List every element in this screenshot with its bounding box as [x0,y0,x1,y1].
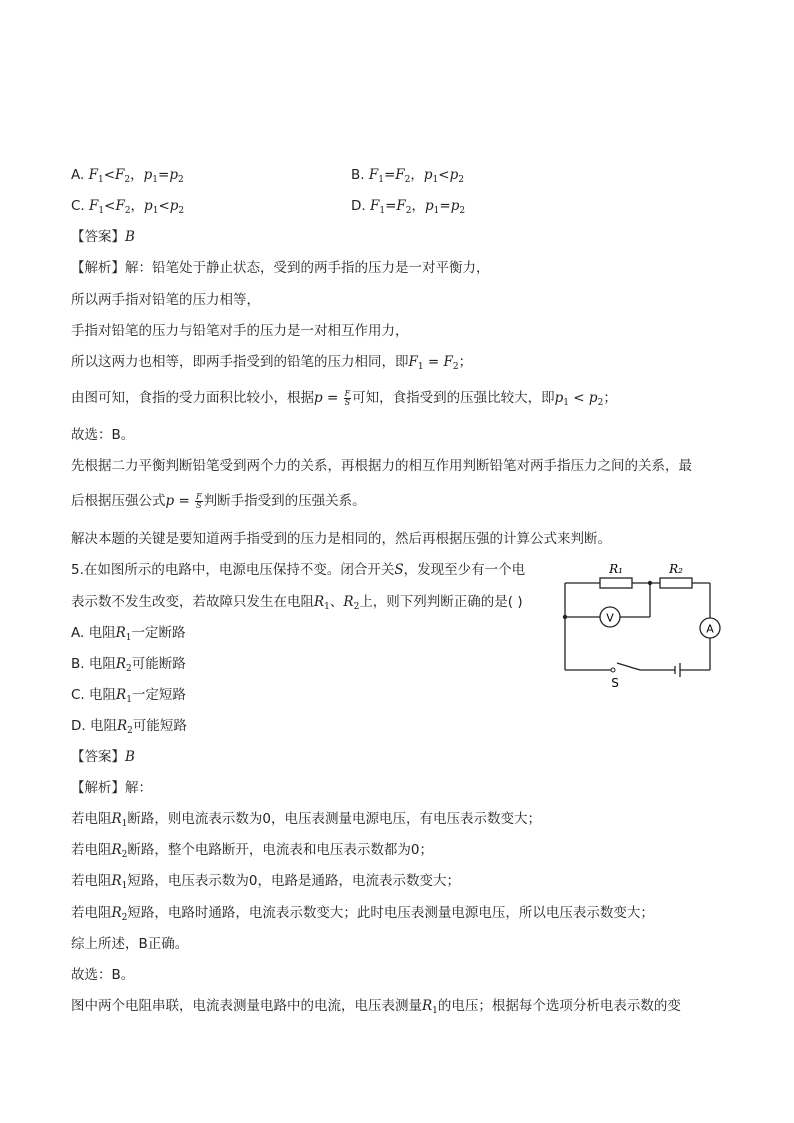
analysis-q5-tail: 图中两个电阻串联，电流表测量电路中的电流，电压表测量$R_1$的电压；根据每个选项分析电表示数的变 [71,998,681,1016]
formula-fraction: $\frac{F}{S}$ [344,388,351,407]
analysis-q5-line-1: 若电阻$R_1$断路，则电流表示数为0，电压表测量电源电压，有电压表示数变大； [71,811,541,829]
switch-blade [617,663,640,670]
resistor-r1 [600,578,632,588]
analysis-q5-choice: 故选：B。 [71,967,135,983]
circuit-diagram [555,560,725,695]
analysis-q5-line-4: 若电阻$R_2$短路，电路时通路，电流表示数变大；此时电压表测量电源电压，所以电压表示数变大； [71,905,654,923]
resistor-r2 [660,578,692,588]
analysis-line-1: 【解析】解：铅笔处于静止状态，受到的两手指的压力是一对平衡力， [71,260,490,276]
svg-text:V: V [606,611,614,625]
analysis-q5-line-2: 若电阻$R_2$断路，整个电路断开，电流表和电压表示数都为0； [71,842,433,860]
option-a: A. $F_1<F_2$，$p_1=p_2$ [71,167,184,185]
analysis-line-4: 所以这两力也相等，即两手指受到的铅笔的压力相同，即$F_1 = F_2$； [71,354,473,372]
question-5-stem-1: 5.在如图所示的电路中，电源电压保持不变。闭合开关S，发现至少有一个电 [71,562,526,578]
q5-option-d: D. 电阻$R_2$可能短路 [71,718,187,736]
analysis-line-5: 由图可知，食指的受力面积比较小，根据p = $\frac{F}{S}$ 可知，食指受到的压强比较大，即$p_1 < p_2$； [71,388,617,408]
comment-line-2: 后根据压强公式p = $\frac{F}{S}$ 判断手指受到的压强关系。 [71,491,366,510]
svg-text:R₂: R₂ [669,562,683,576]
answer-line-q5: 【答案】B [71,749,135,765]
analysis-q5-summary: 综上所述，B正确。 [71,936,189,952]
analysis-line-2: 所以两手指对铅笔的压力相等， [71,292,260,308]
option-d: D. $F_1=F_2$，$p_1=p_2$ [351,198,466,216]
q5-option-c: C. 电阻$R_1$一定短路 [71,687,186,705]
analysis-q5-line-3: 若电阻$R_1$短路，电压表示数为0，电路是通路，电流表示数变大； [71,873,460,891]
question-5-stem-2: 表示数不发生改变，若故障只发生在电阻$R_1$、$R_2$上，则下列判断正确的是( ) [71,594,523,612]
q5-option-b: B. 电阻$R_2$可能断路 [71,656,186,674]
option-c: C. $F_1<F_2$，$p_1<p_2$ [71,198,185,216]
option-b: B. $F_1=F_2$，$p_1<p_2$ [351,167,464,185]
q5-option-a: A. 电阻$R_1$一定断路 [71,625,186,643]
switch-pivot [611,668,615,672]
analysis-line-3: 手指对铅笔的压力与铅笔对手的压力是一对相互作用力， [71,323,409,339]
analysis-line-6: 故选：B。 [71,427,135,443]
answer-line: 【答案】B [71,229,135,245]
svg-text:A: A [706,622,714,636]
comment-line-1: 先根据二力平衡判断铅笔受到两个力的关系，再根据力的相互作用判断铅笔对两手指压力之间的关系，最 [71,458,692,474]
analysis-q5-intro: 【解析】解： [71,780,152,796]
svg-text:R₁: R₁ [609,562,623,576]
svg-text:S: S [611,676,619,690]
comment-line-3: 解决本题的关键是要知道两手指受到的压力是相同的，然后再根据压强的计算公式来判断。 [71,531,611,547]
